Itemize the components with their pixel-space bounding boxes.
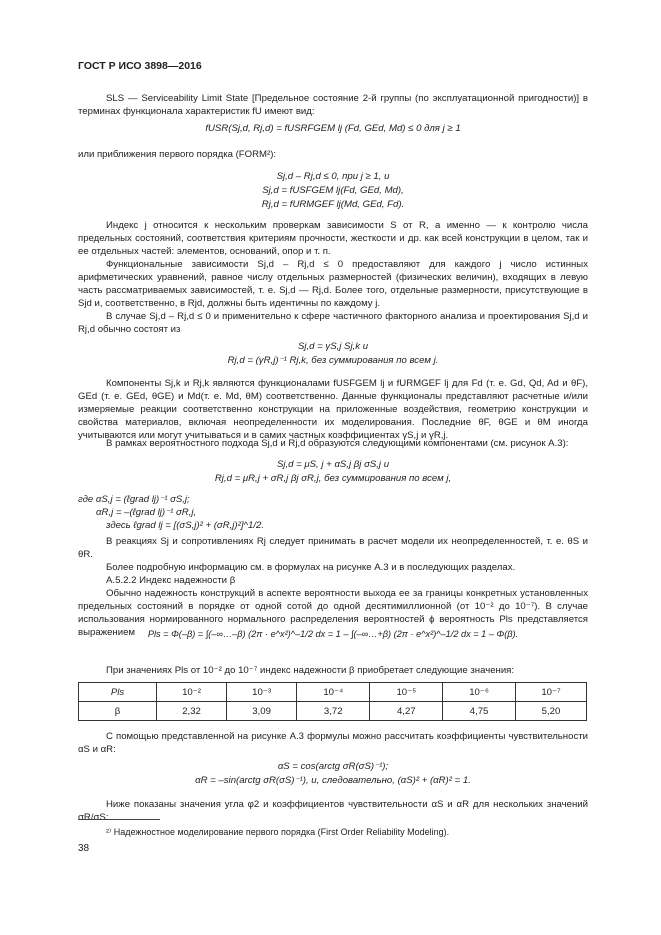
components-paragraph: Компоненты Sj,k и Rj,k являются функционалами fUSFGEM lj и fURMGEF lj для Fd (т. е. Gd, Qd, Ad и θF), GEd (т. е. GEd, θGE) и Md(т. е. Md, θM) соответственно. Данные функционалы представляют расчетные и/или измеряемые реакции соответственно конструкции на приложенные воздействия, геометрию конструкции и свойства материалов, включая неопределенности их моделирования. Последние θF, θGE и θM иногда учитываются или могут учитываться и в самих частных коэффициентах γS,j и γR,j.	[78, 378, 588, 441]
table-cell: 10⁻⁷	[515, 683, 586, 702]
where-1: где αS,j = (ℓgrad lj)⁻¹ σS,j;	[78, 494, 190, 505]
table-cell: 4,75	[443, 702, 516, 721]
formula-factor-2: Rj,d = (γR,j)⁻¹ Rj,k, без суммирования по всем j.	[227, 355, 439, 366]
table-cell: 10⁻⁶	[443, 683, 516, 702]
table-cell: 2,32	[157, 702, 227, 721]
formula-sens-1: αS = cos(arctg σR(σS)⁻¹);	[277, 761, 389, 772]
reactions-paragraph: В реакциях Sj и сопротивлениях Rj следует принимать в расчет модели их неопределенностей, т. е. θS и θR.	[78, 536, 588, 560]
table-row	[79, 702, 587, 721]
table-cell: Pls	[79, 683, 157, 702]
table-cell: 10⁻³	[227, 683, 297, 702]
table-cell: 3,72	[297, 702, 370, 721]
formula-prob-1: Sj,d = μS, j + αS,j βj σS,j и	[276, 459, 390, 470]
sens-intro: С помощью представленной на рисунке А.3 формулы можно рассчитать коэффициенты чувствительности αS и αR:	[78, 731, 588, 755]
formula-sens-2: αR = –sin(arctg σR(σS)⁻¹), и, следовательно, (αS)² + (αR)² = 1.	[195, 775, 471, 786]
probabilistic-paragraph: В рамках вероятностного подхода Sj,d и Rj,d образуются следующими компонентами (см. рисунок А.3):	[106, 438, 569, 449]
table-cell: 10⁻⁴	[297, 683, 370, 702]
footnote: ²⁾ Надежностное моделирование первого порядка (First Order Reliability Modeling).	[106, 827, 450, 837]
angles-paragraph: Ниже показаны значения угла φ2 и коэффициентов чувствительности αS и αR для нескольких значений σR/σS:	[78, 799, 588, 823]
where-3: здесь ℓgrad lj = [(σS,j)² + (σR,j)²]^1/2.	[106, 520, 264, 531]
table-cell: 10⁻²	[157, 683, 227, 702]
more-info-paragraph: Более подробную информацию см. в формулах на рисунке А.3 и в последующих разделах.	[106, 562, 516, 573]
reliability-table	[78, 682, 587, 721]
table-cell: β	[79, 702, 157, 721]
formula-pls: Pls = Φ(–β) = ∫(–∞…–β) (2π · e^x²)^–1/2 dx = 1 – ∫(–∞…+β) (2π · e^x²)^–1/2 dx = 1 – Φ(β).	[147, 629, 519, 639]
form-intro: или приближения первого порядка (FORM²):	[78, 149, 277, 160]
formula-fu: fUSR(Sj,d, Rj,d) = fUSRFGEM lj (Fd, GEd, Md) ≤ 0 для j ≥ 1	[205, 123, 461, 134]
table-row	[79, 683, 587, 702]
sls-intro: SLS — Serviceability Limit State [Предельное состояние 2-й группы (по эксплуатационной пригодности)] в терминах функционала характеристик fU имеют вид:	[78, 93, 588, 117]
page-number: 38	[78, 843, 90, 854]
formula-prob-2: Rj,d = μR,j + σR,j βj σR,j, без суммирования по всем j,	[214, 473, 452, 484]
functional-deps-paragraph: Функциональные зависимости Sj,d – Rj,d ≤ 0 предоставляют для каждого j число истинных арифметических уравнений, равное числу отдельных размерностей (физических величин), входящих в левую часть рассматриваемых зависимостей, т. е. Sj,d — Rj,d. Более того, отдельные размерности, присутствующие в Sjd и, соответственно, в Rjd, должны быть идентичны по каждому j.	[78, 259, 588, 309]
factor-case-paragraph: В случае Sj,d – Rj,d ≤ 0 и применительно к сфере частичного факторного анализа и проектирования Sj,d и Rj,d обычно состоят из	[78, 311, 588, 335]
table-cell: 10⁻⁵	[370, 683, 443, 702]
index-j-paragraph: Индекс j относится к нескольким проверкам зависимости S от R, а именно — к контролю числа предельных состояний, соответствия критериям прочности, жесткости и др. как всей конструкции в целом, так и ее отдельных частей: элементов, оснований, опор и т. п.	[78, 220, 588, 257]
table-cell: 4,27	[370, 702, 443, 721]
where-2: αR,j = –(ℓgrad lj)⁻¹ σR,j,	[96, 507, 197, 518]
formula-form-2: Sj,d = fUSFGEM lj(Fd, GEd, Md),	[262, 185, 404, 196]
section-heading: А.5.2.2 Индекс надежности β	[106, 575, 236, 586]
footnote-divider	[78, 819, 160, 820]
formula-form-1: Sj,d – Rj,d ≤ 0, при j ≥ 1, и	[276, 171, 390, 182]
formula-factor-1: Sj,d = γS,j Sj,k и	[297, 341, 369, 352]
table-intro: При значениях Pls от 10⁻² до 10⁻⁷ индекс надежности β приобретает следующие значения:	[106, 665, 515, 676]
page-header: ГОСТ Р ИСО 3898—2016	[78, 60, 202, 72]
reliability-paragraph: Обычно надежность конструкций в аспекте вероятности выхода ее за границы конкретных установленных предельных состояний в порядке от одной сотой до одной десятимиллионной (от 10⁻² до 10⁻⁷). В случае использования нормированного нормального распределения вероятностей ϕ вероятность Pls представляется выражением	[78, 588, 588, 638]
table-cell: 3,09	[227, 702, 297, 721]
formula-form-3: Rj,d = fURMGEF lj(Md, GEd, Fd).	[261, 199, 405, 210]
table-cell: 5,20	[515, 702, 586, 721]
